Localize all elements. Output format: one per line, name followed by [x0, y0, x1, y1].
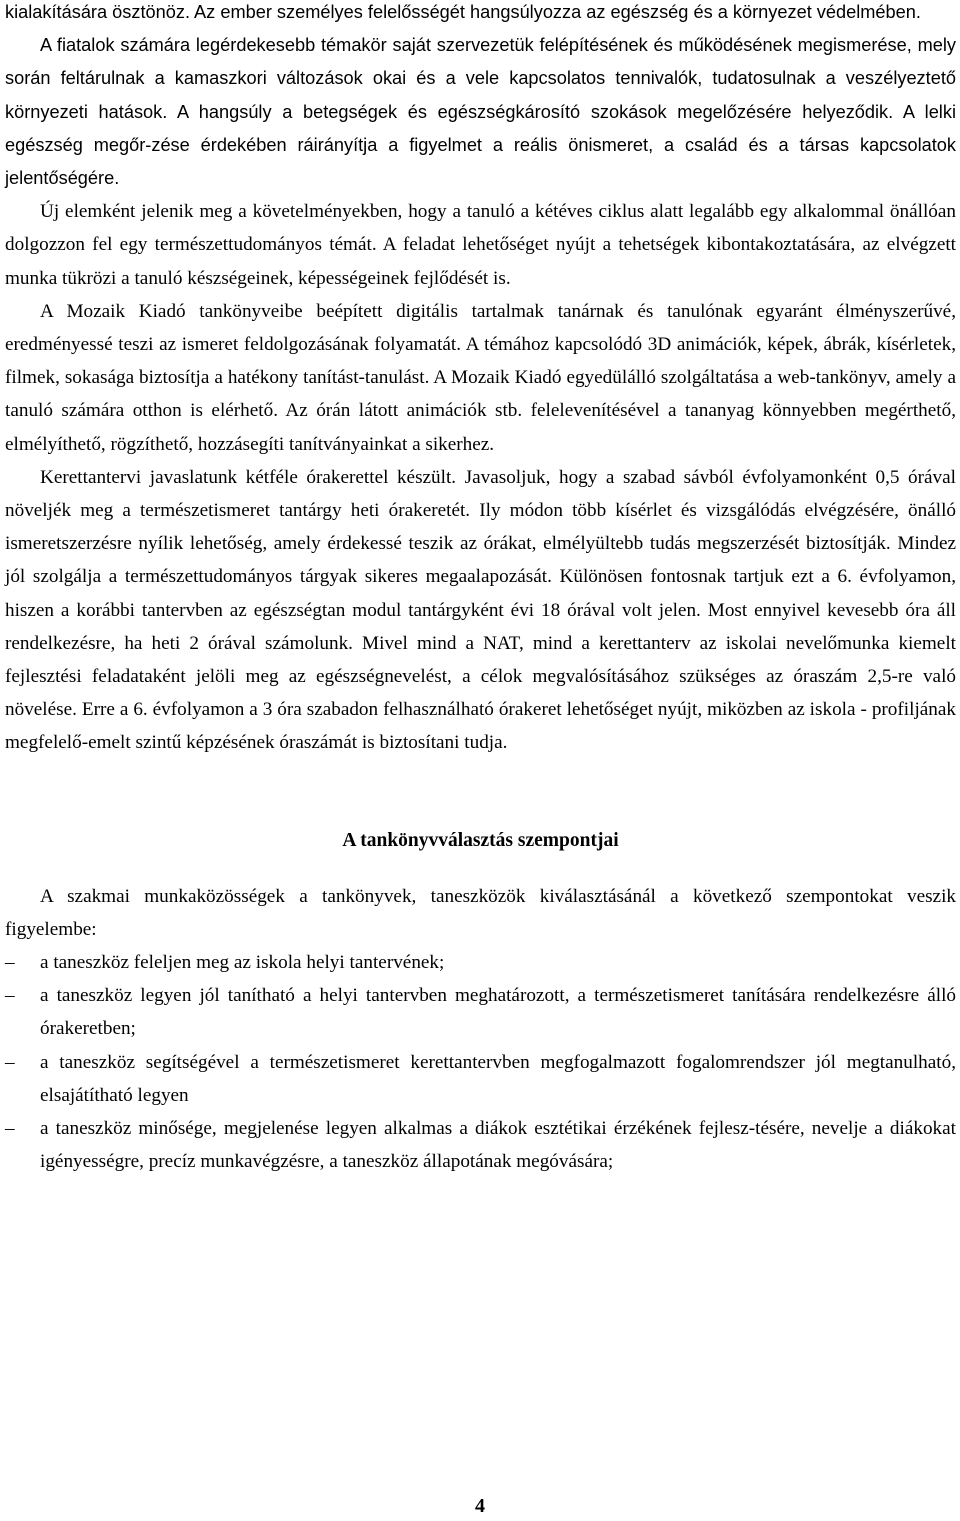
dash-marker: –: [5, 985, 15, 1007]
list-item-text: a taneszköz feleljen meg az iskola helyi tantervének;: [40, 952, 445, 974]
list-item-text: a taneszköz minősége, megjelenése legyen alkalmas a diákok esztétikai érzékének fejlesz-tésére, nevelje a diákokat igényességre, precíz munkavégzésre, a taneszköz állapotának megóvására;: [40, 1118, 956, 1173]
list-item: [5, 1112, 956, 1178]
section-heading: A tankönyvválasztás szempontjai: [342, 829, 619, 851]
page-number: 4: [475, 1495, 485, 1517]
dash-marker: –: [5, 1051, 15, 1073]
paragraph-2: A fiatalok számára legérdekesebb témakör saját szervezetük felépítésének és működésének megismerése, mely során feltárulnak a kamaszkori változások okai és a vele kapcsolatos tennivalók, tudatosulnak a veszélyeztető környezeti hatások. A hangsúly a betegségek és egészségkárosító szokások megelőzésére helyeződik. A lelki egészség megőr-zése érdekében ráirányítja a figyelmet a reális önismeret, a család és a társas kapcsolatok jelentőségére.: [5, 35, 956, 189]
criteria-list: [5, 946, 956, 1178]
list-item: [5, 946, 956, 979]
paragraph-3: Új elemként jelenik meg a követelményekben, hogy a tanuló a kétéves ciklus alatt legalább egy alkalommal önállóan dolgozzon fel egy természettudományos témát. A feladat lehetőséget nyújt a tehetségek kibontakoztatására, az elvégzett munka tükrözi a tanuló készségeinek, képességeinek fejlődését is.: [5, 201, 956, 289]
list-item-text: a taneszköz legyen jól tanítható a helyi tantervben meghatározott, a természetismeret tanítására rendelkezésre álló órakeretben;: [40, 985, 956, 1040]
list-item: [5, 979, 956, 1045]
list-item: [5, 1046, 956, 1112]
list-item-text: a taneszköz segítségével a természetismeret kerettantervben megfogalmazott fogalomrendszer jól megtanulható, elsajátítható legyen: [40, 1051, 956, 1106]
intro-paragraph: A szakmai munkaközösségek a tankönyvek, taneszközök kiválasztásánál a következő szempontokat veszik figyelembe:: [5, 885, 956, 940]
dash-marker: –: [5, 1118, 15, 1140]
paragraph-4: A Mozaik Kiadó tankönyveibe beépített digitális tartalmak tanárnak és tanulónak egyaránt élményszerűvé, eredményessé teszi az ismeret feldolgozásának folyamatát. A témához kapcsolódó 3D animációk, képek, ábrák, kísérletek, filmek, sokasága biztosítja a hatékony tanítást-tanulást. A Mozaik Kiadó egyedülálló szolgáltatása a web-tankönyv, amely a tanuló számára otthon is elérhető. Az órán látott animációk stb. felelevenítésével a tananyag könnyebben megérthető, elmélyíthető, rögzíthető, hozzásegíti tanítványainkat a sikerhez.: [5, 300, 956, 455]
paragraph-5: Kerettantervi javaslatunk kétféle órakerettel készült. Javasoljuk, hogy a szabad sávból évfolyamonként 0,5 órával növeljék meg a természetismeret tantárgy heti órakeretét. Ily módon több kísérlet és vizsgálódás elvégzésére, önálló ismeretszerzésre nyílik lehetőség, amely érdekessé teszik az órákat, elmélyültebb tudás megszerzését biztosítják. Mindez jól szolgálja a természettudományos tárgyak sikeres megaalapozását. Különösen fontosnak tartjuk ezt a 6. évfolyamon, hiszen a korábbi tantervben az egészségtan modul tantárgyként évi 18 órával volt jelen. Most ennyivel kevesebb óra áll rendelkezésre, ha heti 2 órával számolunk. Mivel mind a NAT, mind a kerettanterv az iskolai nevelőmunka kiemelt fejlesztési feladataként jelöli meg az egészségnevelést, a célok megvalósításához szükséges az óraszám 2,5-re való növelése. Erre a 6. évfolyamon a 3 óra szabadon felhasználható órakeret lehetőséget nyújt, miközben az iskola - profiljának megfelelő-emelt szintű képzésének óraszámát is biztosítani tudja.: [5, 466, 956, 754]
paragraph-1: kialakítására ösztönöz. Az ember személyes felelősségét hangsúlyozza az egészség és a környezet védelmében.: [5, 2, 921, 22]
dash-marker: –: [5, 952, 15, 974]
